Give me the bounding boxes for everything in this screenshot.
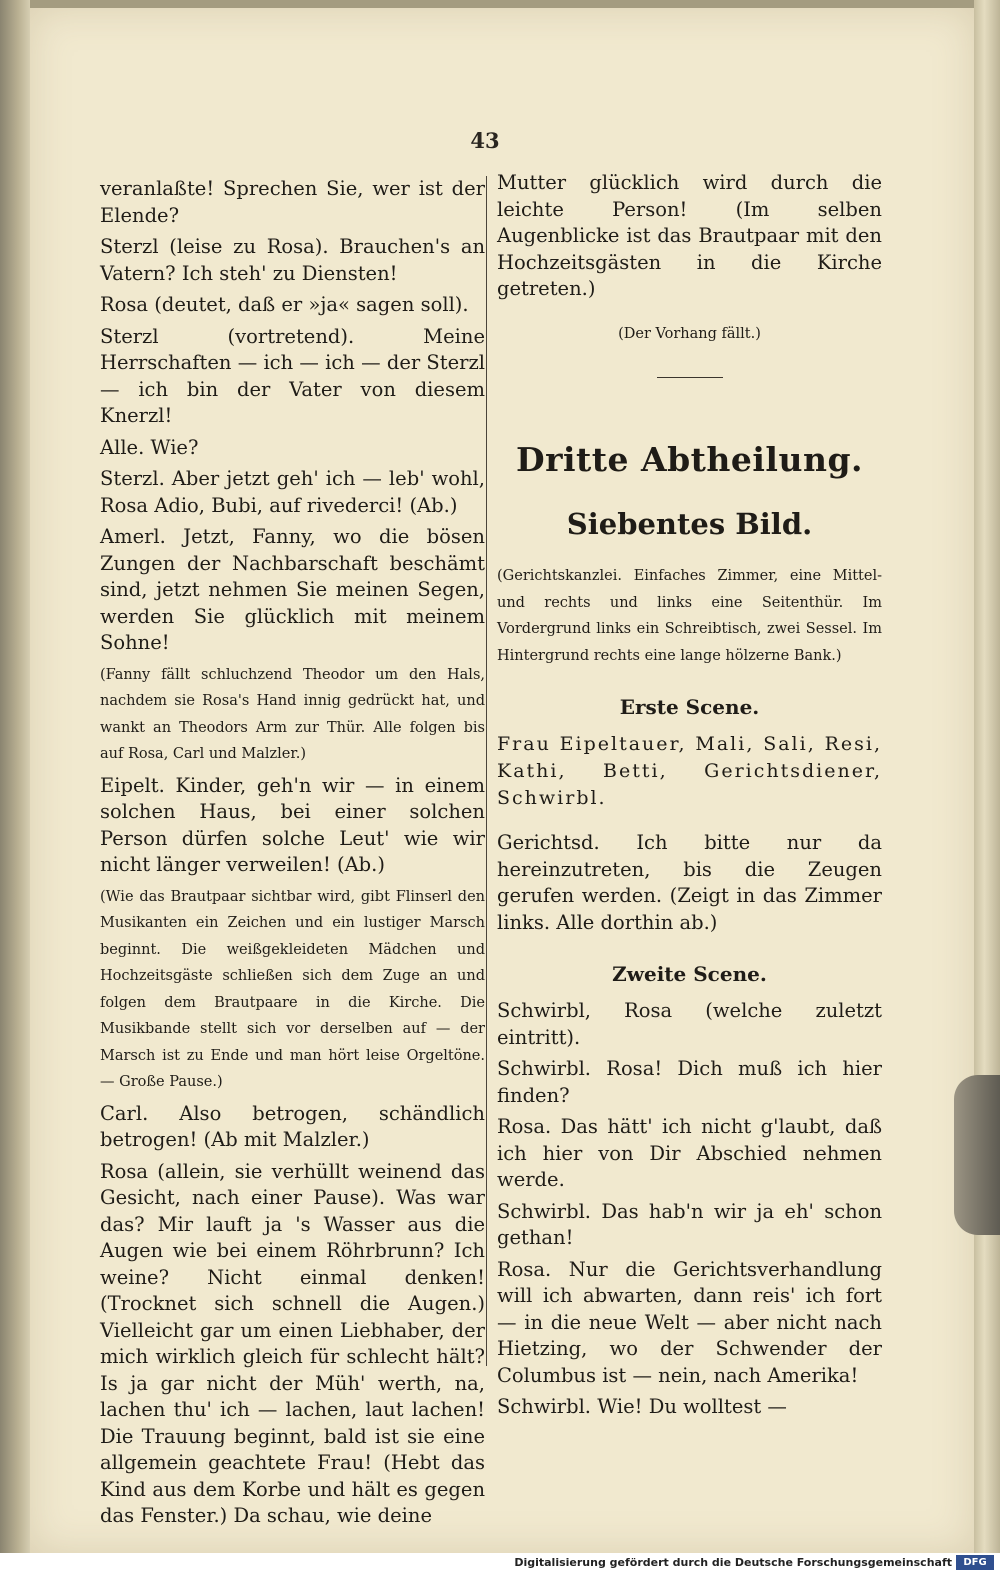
viewer-side-tab[interactable] [954, 1075, 1000, 1235]
dialogue-line: Schwirbl. Wie! Du wolltest — [497, 1395, 787, 1418]
dialogue-line: Rosa. Nur die Gerichtsverhandlung will ich abwarten, dann reis' ich fort — in die neue Welt — aber nicht nach Hietzing, wo der Schwender der Columbus ist — nein, nach Amerika! [497, 1257, 882, 1387]
dialogue-line: Rosa. Das hätt' ich nicht g'laubt, daß ich hier von Dir Abschied nehmen werde. [497, 1115, 882, 1191]
dialogue-line: Sterzl. Aber jetzt geh' ich — leb' wohl, Rosa Adio, Bubi, auf rivederci! (Ab.) [100, 467, 485, 517]
page-number: 43 [470, 128, 500, 153]
right-column [497, 170, 882, 1421]
dialogue-line: Rosa (deutet, daß er »ja« sagen soll). [100, 293, 469, 316]
dialogue-line: Amerl. Jetzt, Fanny, wo die bösen Zungen der Nachbarschaft beschämt sind, jetzt nehmen Sie meinen Segen, werden Sie glücklich mit meinem Sohne! [100, 525, 485, 654]
stage-direction: (Wie das Brautpaar sichtbar wird, gibt Flinserl den Musikanten ein Zeichen und ein lustiger Marsch beginnt. Die weißgekleideten Mädchen und Hochzeitsgäste schließen sich dem Zuge an und folgen dem Brautpaare in die Kirche. Die Musikbande stellt sich vor derselben auf — der Marsch ist zu Ende und man hört leise Orgeltöne. — Große Pause.) [100, 888, 485, 1090]
dialogue-line: Eipelt. Kinder, geh'n wir — in einem solchen Haus, bei einer solchen Person dürfen solche Leut' wie wir nicht länger verweilen! (Ab.) [100, 773, 485, 876]
tableau-title: Siebentes Bild. [566, 507, 813, 541]
dialogue-line: Mutter glücklich wird durch die leichte Person! (Im selben Augenblicke ist das Brautpaar mit den Hochzeitsgästen in die Kirche getreten.) [497, 171, 882, 300]
dialogue-line: Gerichtsd. Ich bitte nur da hereinzutreten, bis die Zeugen gerufen werden. (Zeigt in das Zimmer links. Alle dorthin ab.) [497, 831, 882, 934]
dialogue-line: Rosa (allein, sie verhüllt weinend das Gesicht, nach einer Pause). Was war das? Mir lauft ja 's Wasser aus die Augen wie bei einem Röhrbrunn? Ich weine? Nicht einmal denken! (Trocknet sich schnell die Augen.) Vielleicht gar um einen Liebhaber, der mich wirklich gleich für schlecht hält? Is ja gar nicht der Müh' werth, na, lachen thu' ich — lachen, laut lachen! Die Trauung beginnt, bald ist sie eine allgemein geachtete Frau! (Hebt das Kind aus dem Korbe und hält es gegen das Fenster.) Da schau, wie deine [100, 1159, 485, 1527]
left-column [100, 176, 485, 1530]
section-rule [657, 377, 723, 378]
setting-direction: (Gerichtskanzlei. Einfaches Zimmer, eine Mittel- und rechts und links eine Seitenthür. Im Vordergrund links ein Schreibtisch, zwei Sessel. Im Hintergrund rechts eine lange hölzerne Bank.) [497, 568, 882, 664]
dialogue-line: veranlaßte! Sprechen Sie, wer ist der Elende? [100, 177, 485, 227]
dfg-logo: DFG [956, 1555, 994, 1570]
stage-direction: (Fanny fällt schluchzend Theodor um den Hals, nachdem sie Rosa's Hand innig gedrückt hat, und wankt an Theodors Arm zur Thür. Alle folgen bis auf Rosa, Carl und Malzler.) [100, 666, 485, 762]
curtain-direction: (Der Vorhang fällt.) [618, 325, 761, 342]
dialogue-line: Alle. Wie? [100, 435, 199, 459]
scene-cast: Schwirbl, Rosa (welche zuletzt eintritt). [497, 999, 882, 1049]
dialogue-line: Sterzl (vortretend). Meine Herrschaften — ich — ich — der Sterzl — ich bin der Vater von diesem Knerzl! [100, 324, 485, 427]
scene-title: Erste Scene. [619, 695, 760, 719]
dialogue-line: Schwirbl. Rosa! Dich muß ich hier finden? [497, 1057, 882, 1107]
dialogue-line: Sterzl (leise zu Rosa). Brauchen's an Vatern? Ich steh' zu Diensten! [100, 235, 485, 285]
act-title: Dritte Abtheilung. [515, 440, 864, 479]
scan-left-edge [0, 0, 30, 1574]
column-divider [486, 176, 487, 1366]
page-edge-right [974, 0, 1000, 1574]
footer-credit: Digitalisierung gefördert durch die Deutsche Forschungsgemeinschaft [514, 1556, 952, 1569]
scene-cast: Frau Eipeltauer, Mali, Sali, Resi, Kathi, Betti, Gerichtsdiener, Schwirbl. [497, 733, 882, 809]
dialogue-line: Schwirbl. Das hab'n wir ja eh' schon gethan! [497, 1199, 882, 1249]
scene-title: Zweite Scene. [612, 962, 767, 986]
dialogue-line: Carl. Also betrogen, schändlich betrogen! (Ab mit Malzler.) [100, 1101, 485, 1151]
